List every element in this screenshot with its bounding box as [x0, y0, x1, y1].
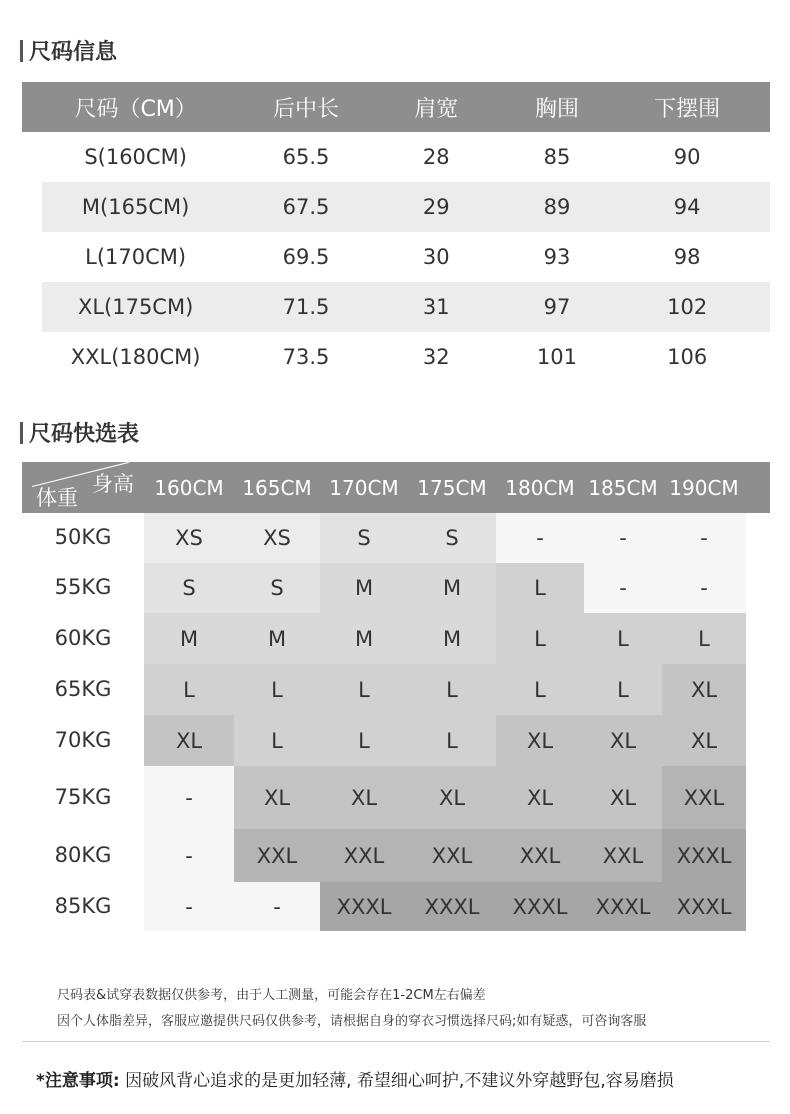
size-cell: 67.5 [282, 195, 330, 219]
size-grid-cell: - [496, 513, 584, 563]
size-cell: 30 [422, 245, 450, 269]
weight-label: 50KG [54, 525, 112, 549]
quick-select-title-text: 尺码快选表 [29, 422, 140, 447]
height-header: 170CM [329, 476, 399, 500]
size-grid-cell: XXL [662, 766, 746, 829]
size-grid-cell: L [584, 613, 662, 664]
size-grid-cell: XXXL [408, 882, 496, 931]
size-grid-cell: L [234, 715, 320, 766]
quick-select-title [20, 417, 139, 448]
footer-notice [36, 1066, 674, 1091]
height-header: 175CM [417, 476, 487, 500]
size-info-title [20, 35, 117, 66]
size-grid-cell: XXL [320, 829, 408, 882]
size-grid-cell: - [584, 513, 662, 563]
corner-cell [22, 462, 162, 513]
size-grid-cell: S [144, 563, 234, 613]
size-grid-cell: L [408, 664, 496, 715]
size-grid-cell: XXL [234, 829, 320, 882]
size-grid-cell: XL [584, 715, 662, 766]
size-cell: 85 [543, 145, 571, 169]
size-grid-cell: L [144, 664, 234, 715]
size-grid-cell: XXXL [584, 882, 662, 931]
size-grid-cell: M [408, 563, 496, 613]
height-header: 190CM [669, 476, 739, 500]
size-grid-cell: L [496, 613, 584, 664]
size-cell: 93 [543, 245, 571, 269]
size-grid-cell: XL [496, 715, 584, 766]
height-header: 185CM [588, 476, 658, 500]
size-grid-cell: S [408, 513, 496, 563]
size-grid-cell: XXXL [496, 882, 584, 931]
size-grid-cell: M [144, 613, 234, 664]
size-grid-cell: L [234, 664, 320, 715]
size-cell: 102 [667, 295, 708, 319]
size-grid-cell: - [662, 513, 746, 563]
size-grid-cell: L [320, 664, 408, 715]
size-grid-cell: L [584, 664, 662, 715]
weight-label: 70KG [54, 727, 112, 752]
size-row [22, 332, 770, 382]
size-grid-cell: XXXL [662, 882, 746, 931]
size-cell: 28 [422, 145, 450, 169]
weight-label: 85KG [54, 893, 112, 918]
size-grid-cell: M [320, 613, 408, 664]
size-grid-cell: XXL [496, 829, 584, 882]
size-cell: 71.5 [282, 295, 330, 319]
size-cell: 101 [536, 345, 578, 369]
note-line-1: 尺码表&试穿表数据仅供参考，由于人工测量，可能会存在1-2CM左右偏差 [57, 988, 486, 1003]
size-grid-cell: XXXL [320, 882, 408, 931]
size-cell: 29 [422, 195, 450, 219]
size-cell: S(160CM) [84, 145, 187, 169]
size-grid-cell: XS [144, 513, 234, 563]
size-cell: XL(175CM) [77, 295, 194, 319]
size-grid-cell: XS [234, 513, 320, 563]
size-grid-cell: L [662, 613, 746, 664]
divider [22, 1041, 770, 1042]
corner-weight-label: 体重 [36, 486, 78, 510]
size-info-title-text: 尺码信息 [29, 40, 118, 65]
size-row [22, 232, 770, 282]
title-bar [20, 422, 23, 444]
size-grid-cell: M [408, 613, 496, 664]
size-grid-cell: - [144, 829, 234, 882]
size-cell: 90 [673, 145, 701, 169]
height-header: 165CM [242, 476, 312, 500]
size-cell: XXL(180CM) [70, 345, 201, 369]
footer-label: *注意事项: [36, 1071, 120, 1091]
size-grid-cell: - [144, 766, 234, 829]
corner-height-label: 身高 [92, 472, 134, 496]
weight-label: 60KG [54, 625, 112, 650]
size-cell: 65.5 [282, 145, 330, 169]
header-shoulder: 肩宽 [414, 96, 459, 122]
title-bar [20, 40, 23, 62]
height-header: 160CM [154, 476, 224, 500]
size-info-body [22, 132, 770, 382]
size-grid-cell: - [584, 563, 662, 613]
header-size: 尺码（CM） [74, 96, 197, 122]
size-grid-cell: L [496, 563, 584, 613]
size-cell: 106 [667, 345, 708, 369]
size-grid-cell: XL [496, 766, 584, 829]
size-cell: 69.5 [282, 245, 330, 269]
quick-select-header [22, 462, 770, 513]
size-grid-cell: L [408, 715, 496, 766]
size-grid-cell: L [496, 664, 584, 715]
weight-label: 75KG [54, 784, 112, 809]
size-grid-cell: XL [234, 766, 320, 829]
size-cell: 89 [543, 195, 571, 219]
size-grid-cell: XXL [584, 829, 662, 882]
size-cell: 97 [543, 295, 571, 319]
size-row [42, 182, 770, 232]
footer-text: 因破风背心追求的是更加轻薄, 希望细心呵护,不建议外穿越野包,容易磨损 [119, 1071, 674, 1091]
header-chest: 胸围 [534, 96, 579, 122]
size-row [42, 282, 770, 332]
weight-label: 80KG [54, 842, 112, 867]
size-grid-cell: L [320, 715, 408, 766]
size-grid-cell: - [662, 563, 746, 613]
size-info-header [22, 82, 770, 132]
size-grid-cell: S [234, 563, 320, 613]
size-grid-cell: XL [408, 766, 496, 829]
header-back-length: 后中长 [273, 96, 340, 122]
weight-label: 55KG [54, 575, 112, 599]
size-grid-cell: XXL [408, 829, 496, 882]
header-hem: 下摆围 [654, 96, 721, 122]
size-grid-cell: S [320, 513, 408, 563]
size-grid-cell: XL [584, 766, 662, 829]
height-header: 180CM [505, 476, 575, 500]
size-grid-cell: XL [662, 715, 746, 766]
size-row [22, 132, 770, 182]
size-grid-cell: XXXL [662, 829, 746, 882]
size-grid-cell: XL [662, 664, 746, 715]
quick-select-table [22, 462, 770, 931]
size-info-table [22, 82, 770, 382]
size-cell: L(170CM) [85, 245, 187, 269]
size-grid-cell: XL [320, 766, 408, 829]
size-cell: 32 [422, 345, 450, 369]
weight-label: 65KG [54, 676, 112, 701]
size-cell: 98 [673, 245, 701, 269]
size-cell: M(165CM) [81, 195, 190, 219]
size-grid-cell: - [234, 882, 320, 931]
note-line-2: 因个人体脂差异，客服应邀提供尺码仅供参考，请根据自身的穿衣习惯选择尺码;如有疑惑，可咨询客服 [57, 1014, 647, 1029]
size-grid-cell: M [320, 563, 408, 613]
size-grid-cell: M [234, 613, 320, 664]
size-cell: 73.5 [282, 345, 330, 369]
size-grid-cell: XL [144, 715, 234, 766]
size-cell: 31 [422, 295, 450, 319]
size-grid-cell: - [144, 882, 234, 931]
size-cell: 94 [673, 195, 701, 219]
